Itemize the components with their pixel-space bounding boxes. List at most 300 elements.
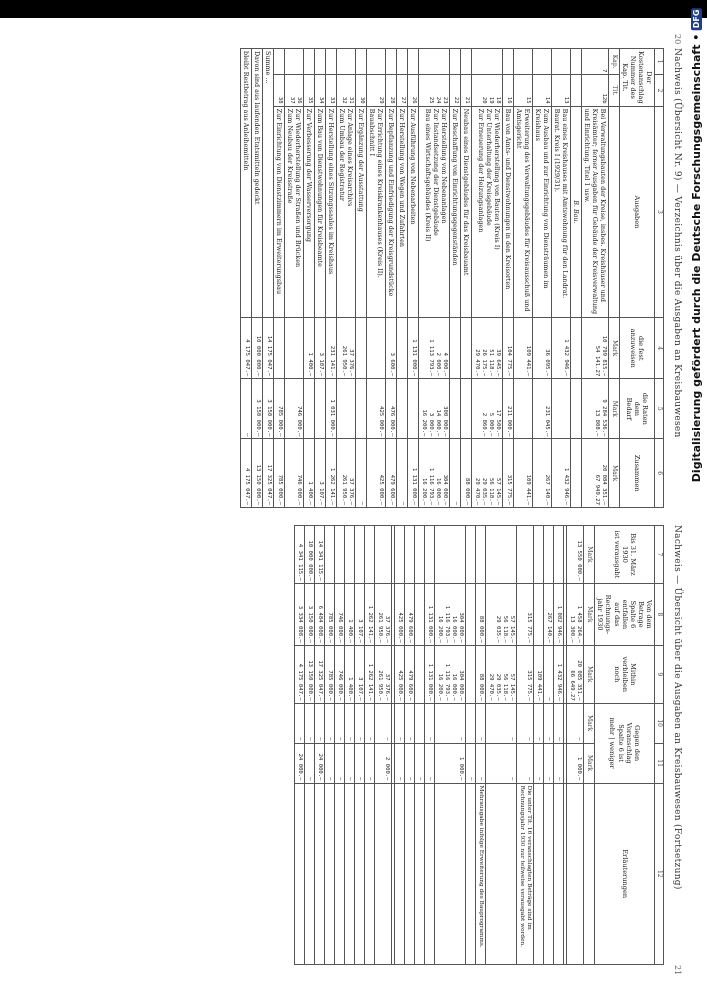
table-row [315, 49, 326, 508]
table-row [374, 526, 391, 965]
cell-amount [356, 379, 367, 439]
cell-kap [285, 49, 304, 75]
unit-label: Mark [609, 379, 620, 439]
cell-amount: 479 600.— [404, 583, 414, 645]
cell-amount: — [374, 703, 391, 743]
table-row [534, 526, 544, 965]
cell-remark [364, 783, 374, 964]
cell-amount: 746 000.— [335, 583, 345, 645]
cell-amount [397, 379, 408, 439]
table-row [364, 526, 374, 965]
table-row [503, 49, 514, 508]
unit-label: Kap. [609, 49, 620, 75]
cell-amount: 88 000.— [475, 583, 485, 645]
cell-amount: 109 441.— [514, 318, 533, 379]
cell-remark [554, 783, 564, 964]
scanner-top-bar [0, 0, 707, 18]
table-row [325, 526, 335, 965]
cell-amount: 304 000.— 16 000.— 1 116 793.— 16 200.— [434, 645, 465, 703]
cell-amount: 10 799 815.— 54 141.27 [582, 318, 609, 379]
summary-amount: 24 000.— [315, 743, 325, 783]
cell-amount [450, 318, 461, 379]
cell-amount: — [534, 703, 544, 743]
cell-amount: — [475, 743, 485, 783]
cell-amount: — [516, 743, 533, 783]
cell-kap [274, 49, 285, 75]
cell-amount [571, 318, 582, 379]
cell-kap [408, 49, 419, 75]
cell-amount: 746 000.— [285, 379, 304, 439]
cell-amount: — [424, 743, 434, 783]
cell-amount: — [335, 743, 345, 783]
cell-amount: 1 400.— [304, 439, 315, 508]
cell-amount: — [544, 645, 554, 703]
cell-amount: 425 000.— [394, 645, 404, 703]
cell-amount: — [404, 743, 414, 783]
cell-amount: 104 775.— [503, 318, 514, 379]
cell-amount: 37 376.— 261 950.— [374, 583, 391, 645]
cell-amount: 267 140.— [533, 439, 552, 508]
cell-tit: 29 [367, 75, 386, 106]
cell-amount: 785 000.— [325, 583, 335, 645]
summary-amount: — [305, 743, 315, 783]
cell-tit: 23 24 25 [419, 75, 450, 106]
cell-amount: 3 107.— [315, 318, 326, 379]
table-row [486, 526, 517, 965]
summary-amount: 13 150 000.— [252, 439, 263, 508]
column-number: 4 [655, 318, 664, 379]
cell-amount: — [364, 703, 374, 743]
cell-amount: — [345, 703, 355, 743]
cell-amount: — [554, 743, 564, 783]
summary-label: Davon sind aus laufenden Etatsmitteln gedeckt [252, 49, 263, 318]
cell-amount: 57 145.— 56 118.— 29 035.— 29 470.— [486, 645, 517, 703]
cell-tit: 30 [356, 75, 367, 106]
cell-amount: 315 775.— [503, 439, 514, 508]
cell-tit: 16 [503, 75, 514, 106]
column-header: Ausgaben [619, 106, 655, 318]
cell-amount: — [516, 703, 533, 743]
table-row [450, 49, 461, 508]
cell-amount: 1 000.— [567, 743, 584, 783]
table-row [355, 526, 365, 965]
cell-amount: 1 400.— [345, 583, 355, 645]
cell-amount: — [397, 439, 408, 508]
rotated-page-spread [30, 30, 690, 980]
cell-amount [564, 583, 567, 645]
cell-amount [408, 379, 419, 439]
cell-remark [345, 783, 355, 964]
cell-amount: — [486, 703, 517, 743]
column-header: die Raten dem Bedarf [619, 379, 655, 439]
page-number-left: 20 [673, 34, 682, 45]
table-row [304, 49, 315, 508]
cell-amount: — [475, 703, 485, 743]
table-row [434, 526, 465, 965]
cell-amount: 1 458 264.— 13 300.— [567, 583, 584, 645]
cell-description: Bau eines Kreishauses mit Amtswohnung für den Landrat. Baurat. Kreis I (1929/31). [552, 106, 571, 318]
cell-tit: 27 [397, 75, 408, 106]
summary-amount: — [305, 703, 315, 743]
table-row [552, 49, 571, 508]
cell-description: Zur Ausführung von Nebenarbeiten [408, 106, 419, 318]
table-row [337, 49, 356, 508]
cell-amount [325, 526, 335, 584]
cell-amount: 1 131 000.— [408, 439, 419, 508]
cell-amount: 479 600.— [386, 439, 397, 508]
cell-amount: — [554, 703, 564, 743]
cell-amount: 1 031 000.— [326, 379, 337, 439]
table-row [345, 526, 355, 965]
summary-amount: 17 325 047.— [263, 439, 274, 508]
cell-amount [514, 379, 533, 439]
column-number: 5 [655, 379, 664, 439]
unit-label [584, 783, 595, 964]
unit-label: Mark [584, 743, 595, 783]
cell-amount [391, 526, 394, 584]
table-row [544, 526, 554, 965]
table-row [465, 526, 475, 965]
page-header-right: Nachweis — Übersicht über die Ausgaben an Kreisbauwesen (Fortsetzung) [672, 525, 682, 890]
cell-tit: 18 19 20 [472, 75, 503, 106]
cell-kap [552, 49, 571, 75]
cell-amount [544, 526, 554, 584]
cell-amount [391, 703, 394, 743]
cell-kap [450, 49, 461, 75]
cell-amount: — [355, 743, 365, 783]
cell-amount: 425 000.— [394, 583, 404, 645]
cell-amount [356, 318, 367, 379]
cell-amount: 425 000.— [367, 379, 386, 439]
summary-row [252, 49, 263, 508]
cell-description: Bau von Amts- und Dienstwohnungen in den Kreisorten [503, 106, 514, 318]
cell-amount [564, 743, 567, 783]
cell-remark: Mehrausgabe infolge Erweiterung des Bauprogramms. [475, 783, 485, 964]
cell-amount: 476 000.— [386, 379, 397, 439]
table-row [533, 49, 552, 508]
cell-amount: 785 000.— [274, 379, 285, 439]
cell-amount: — [434, 703, 465, 743]
cell-amount [414, 526, 424, 584]
column-number: 2 [655, 75, 664, 106]
table-row [356, 49, 367, 508]
cell-kap [386, 49, 397, 75]
left-ledger-table [240, 48, 664, 508]
summary-amount: 4 175 047.— [241, 318, 252, 379]
column-number: 3 [655, 106, 664, 318]
cell-remark [544, 783, 554, 964]
cell-amount: 304 000.— 16 000.— 1 116 793.— 16 200.— [419, 439, 450, 508]
cell-amount [465, 583, 475, 645]
unit-label: Mark [609, 318, 620, 379]
table-row [326, 49, 337, 508]
cell-amount: 20 084 351.— 67 949.27 [582, 439, 609, 508]
cell-tit: 34 [315, 75, 326, 106]
table-row [424, 526, 434, 965]
cell-tit: 14 [533, 75, 552, 106]
cell-amount: 3 600.— [386, 318, 397, 379]
table-row [475, 526, 485, 965]
cell-amount [465, 703, 475, 743]
cell-amount: 479 600.— [404, 645, 414, 703]
table-row [461, 49, 472, 508]
cell-amount [571, 379, 582, 439]
summary-amount: 6 484 008.— [315, 583, 325, 645]
cell-description: Erweiterung des Verwaltungsgebäudes für Kreisausschuß und Amtsgericht [514, 106, 533, 318]
cell-amount [355, 526, 365, 584]
cell-tit: 15 [514, 75, 533, 106]
cell-remark [394, 783, 404, 964]
cell-amount: — [345, 743, 355, 783]
unit-label: Tit. [609, 75, 620, 106]
table-row [419, 49, 450, 508]
cell-amount [564, 526, 567, 584]
cell-kap [315, 49, 326, 75]
column-header: Zusammen [619, 439, 655, 508]
cell-amount [552, 379, 571, 439]
cell-kap: 7 [582, 49, 609, 75]
cell-amount: 746 000.— [335, 645, 345, 703]
cell-amount: 1 131 000.— [408, 318, 419, 379]
cell-remark [305, 783, 315, 964]
cell-amount: 315 775.— [516, 645, 533, 703]
cell-amount [335, 526, 345, 584]
cell-amount [391, 583, 394, 645]
column-header: Bis 31. März 1930 ist verausgabt [594, 526, 655, 584]
cell-amount [274, 318, 285, 379]
cell-remark [414, 783, 424, 964]
cell-amount [554, 526, 564, 584]
cell-amount: 785 000.— [274, 439, 285, 508]
column-number: 8 [655, 583, 664, 645]
cell-amount [394, 526, 404, 584]
cell-amount: 57 145.— 56 118.— 29 035.— 29 470.— [472, 439, 503, 508]
cell-amount: — [355, 703, 365, 743]
cell-amount: 425 000.— [367, 439, 386, 508]
table-row [397, 49, 408, 508]
cell-amount: — [404, 703, 414, 743]
cell-amount: 36 095.— [533, 318, 552, 379]
cell-amount: 1 131 000.— [424, 645, 434, 703]
column-number: 11 [655, 743, 664, 783]
cell-amount [391, 645, 394, 703]
table-row [516, 526, 533, 965]
table-row [554, 526, 564, 965]
summary-row [305, 526, 315, 965]
cell-remark [295, 783, 305, 964]
column-number: 12 [655, 783, 664, 964]
cell-description: Bei Verwaltungsbauten der Kreise, insbes. Kreishäuser und Kreisämter; ferner Ausgaben für Gebäude der Kreisverwaltung und Einrichtung. Titel 1 usw. [582, 106, 609, 318]
cell-amount: 746 000.— [285, 439, 304, 508]
cell-amount [534, 583, 544, 645]
cell-tit: 21 [461, 75, 472, 106]
cell-amount: 37 376.— 261 950.— [337, 318, 356, 379]
summary-row [263, 49, 274, 508]
cell-kap [356, 49, 367, 75]
unit-label: Mark [584, 703, 595, 743]
cell-amount [564, 645, 567, 703]
cell-amount [461, 318, 472, 379]
cell-amount: — [364, 743, 374, 783]
summary-row [241, 49, 252, 508]
cell-amount: 13 550 000.— [567, 526, 584, 584]
cell-amount: 3 107.— [355, 645, 365, 703]
cell-tit: 35 [304, 75, 315, 106]
cell-amount: 9 284 536.— 13 808.— [582, 379, 609, 439]
summary-amount: 4 175 047.— [241, 439, 252, 508]
cell-description: Neubau eines Dienstgebäudes für das Kreisbauamt [461, 106, 472, 318]
summary-amount: 3 150 000.— [252, 379, 263, 439]
cell-remark [325, 783, 335, 964]
summary-row [295, 526, 305, 965]
cell-amount: 300 000.— 14 000.— 3 000.— 16 200.— [419, 379, 450, 439]
cell-amount: — [394, 703, 404, 743]
cell-amount: 4 000.— 2 000.— 1 113 793.— [419, 318, 450, 379]
cell-amount: 267 140.— [544, 583, 554, 645]
cell-amount: — [325, 703, 335, 743]
cell-kap [367, 49, 386, 75]
summary-amount: 13 150 000.— [305, 645, 315, 703]
cell-tit: 13 [552, 75, 571, 106]
cell-amount: 1 262 141.— [364, 645, 374, 703]
cell-amount: 1 000.— [434, 743, 465, 783]
table-row [567, 526, 584, 965]
cell-amount: — [567, 703, 584, 743]
summary-amount: 3 150 000.— [305, 583, 315, 645]
summary-amount: 3 334 008.— [295, 583, 305, 645]
cell-kap [461, 49, 472, 75]
cell-amount [465, 645, 475, 703]
cell-description: Zur Verbesserung der Wasserversorgung [304, 106, 315, 318]
cell-description: Zum Ausbau und zur Einrichtung von Diensträumen im Kreishaus [533, 106, 552, 318]
cell-amount: 37 376.— 261 950.— [337, 439, 356, 508]
cell-amount [391, 743, 394, 783]
cell-description: Zur Herstellung von Wegen und Zufahrten [397, 106, 408, 318]
cell-amount [516, 526, 533, 584]
cell-amount [285, 318, 304, 379]
cell-kap [472, 49, 503, 75]
cell-amount: 1 400.— [345, 645, 355, 703]
cell-amount [414, 645, 424, 703]
cell-tit: 33 [326, 75, 337, 106]
cell-amount [414, 703, 424, 743]
cell-kap [326, 49, 337, 75]
cell-amount [345, 526, 355, 584]
right-ledger-table [294, 525, 664, 965]
cell-amount: — [465, 743, 475, 783]
cell-remark [335, 783, 345, 964]
cell-description: Zur Wiederherstellung von Bauten (Kreis I) Zur Unterhaltung der Kreisgebäude Zur Erneuerung der Heizungsanlagen [472, 106, 503, 318]
table-row [274, 49, 285, 508]
cell-amount: 315 775.— [516, 583, 533, 645]
table-row [386, 49, 397, 508]
cell-amount: — [394, 743, 404, 783]
cell-amount [397, 318, 408, 379]
summary-amount: 3 150 000.— [263, 379, 274, 439]
summary-amount: 14 175 047.— [263, 318, 274, 379]
column-number: 6 [655, 439, 664, 508]
table-row [367, 49, 386, 508]
cell-kap [337, 49, 356, 75]
cell-amount: 1 262 141.— [326, 439, 337, 508]
cell-amount: 17 500.— 5 000.— 2 860.— [472, 379, 503, 439]
cell-kap [304, 49, 315, 75]
cell-remark [404, 783, 414, 964]
cell-amount [404, 526, 414, 584]
cell-description: B. Bau. [571, 106, 582, 318]
cell-amount [315, 379, 326, 439]
summary-row [315, 526, 325, 965]
cell-remark [434, 783, 465, 964]
cell-description: Zur Herstellung von Nebenanlagen Zur Instandsetzung der Dienstgebäude Bau eines Wirtschaftsgebäudes (Kreis II) [419, 106, 450, 318]
dfg-credit-line [687, 8, 705, 588]
cell-tit: 22 [450, 75, 461, 106]
table-row [514, 49, 533, 508]
cell-kap [533, 49, 552, 75]
cell-tit: 28 [386, 75, 397, 106]
page-header-left: Nachweis (Übersicht Nr. 9) — Verzeichnis über die Ausgaben an Kreisbauwesen [672, 48, 682, 438]
cell-amount [465, 526, 475, 584]
cell-amount: 1 400.— [304, 318, 315, 379]
table-row [582, 49, 609, 508]
cell-description: Zur Bepflanzung und Einfriedigung der Kreisgrundstücke [386, 106, 397, 318]
cell-amount: 2 000.— [374, 743, 391, 783]
cell-amount [364, 526, 374, 584]
summary-label: bleibt Restbetrag aus Anleihemitteln [241, 49, 252, 318]
cell-kap [503, 49, 514, 75]
column-header: Von dem Betrage Spalte 6 entfallen auf das Rechnungs- jahr 1930 [594, 583, 655, 645]
cell-amount [414, 583, 424, 645]
cell-tit [571, 75, 582, 106]
unit-label: Mark [609, 439, 620, 508]
summary-amount: 24 000.— [295, 743, 305, 783]
summary-amount: — [315, 703, 325, 743]
cell-amount [571, 439, 582, 508]
column-number: 9 [655, 645, 664, 703]
summary-amount: — [295, 703, 305, 743]
cell-amount: 88 000.— [475, 645, 485, 703]
unit-label [609, 106, 620, 318]
cell-amount: — [356, 439, 367, 508]
cell-amount: 1 432 946.— [552, 439, 571, 508]
cell-description: Zur Wiederherstellung der Straßen und Brücken Zum Neubau der Kreisstraße [285, 106, 304, 318]
cell-amount: — [534, 743, 544, 783]
table-row [335, 526, 345, 965]
cell-remark: Die unter Tit. 16 veranschlagten Beträge sind im Rechnungsjahr 1930 nur teilweise verausgabt worden. [516, 783, 533, 964]
table-row [391, 526, 394, 965]
cell-remark [355, 783, 365, 964]
table-row [564, 526, 567, 965]
cell-amount [374, 526, 391, 584]
cell-remark [567, 783, 584, 964]
dfg-logo-icon: DFG [691, 10, 701, 29]
summary-amount: 17 325 047.— [315, 645, 325, 703]
cell-remark [391, 783, 394, 964]
cell-amount: 1 432 946.— [552, 318, 571, 379]
cell-amount: 1 262 141.— [364, 583, 374, 645]
cell-amount [367, 318, 386, 379]
cell-amount: — [486, 743, 517, 783]
page-number-right: 21 [673, 965, 682, 976]
table-row [571, 49, 582, 508]
cell-amount: — [450, 439, 461, 508]
cell-amount: — [424, 703, 434, 743]
table-row [394, 526, 404, 965]
cell-amount [304, 379, 315, 439]
cell-tit: 26 [408, 75, 419, 106]
column-number: 10 [655, 703, 664, 743]
cell-amount: 1 082 946.— [554, 583, 564, 645]
